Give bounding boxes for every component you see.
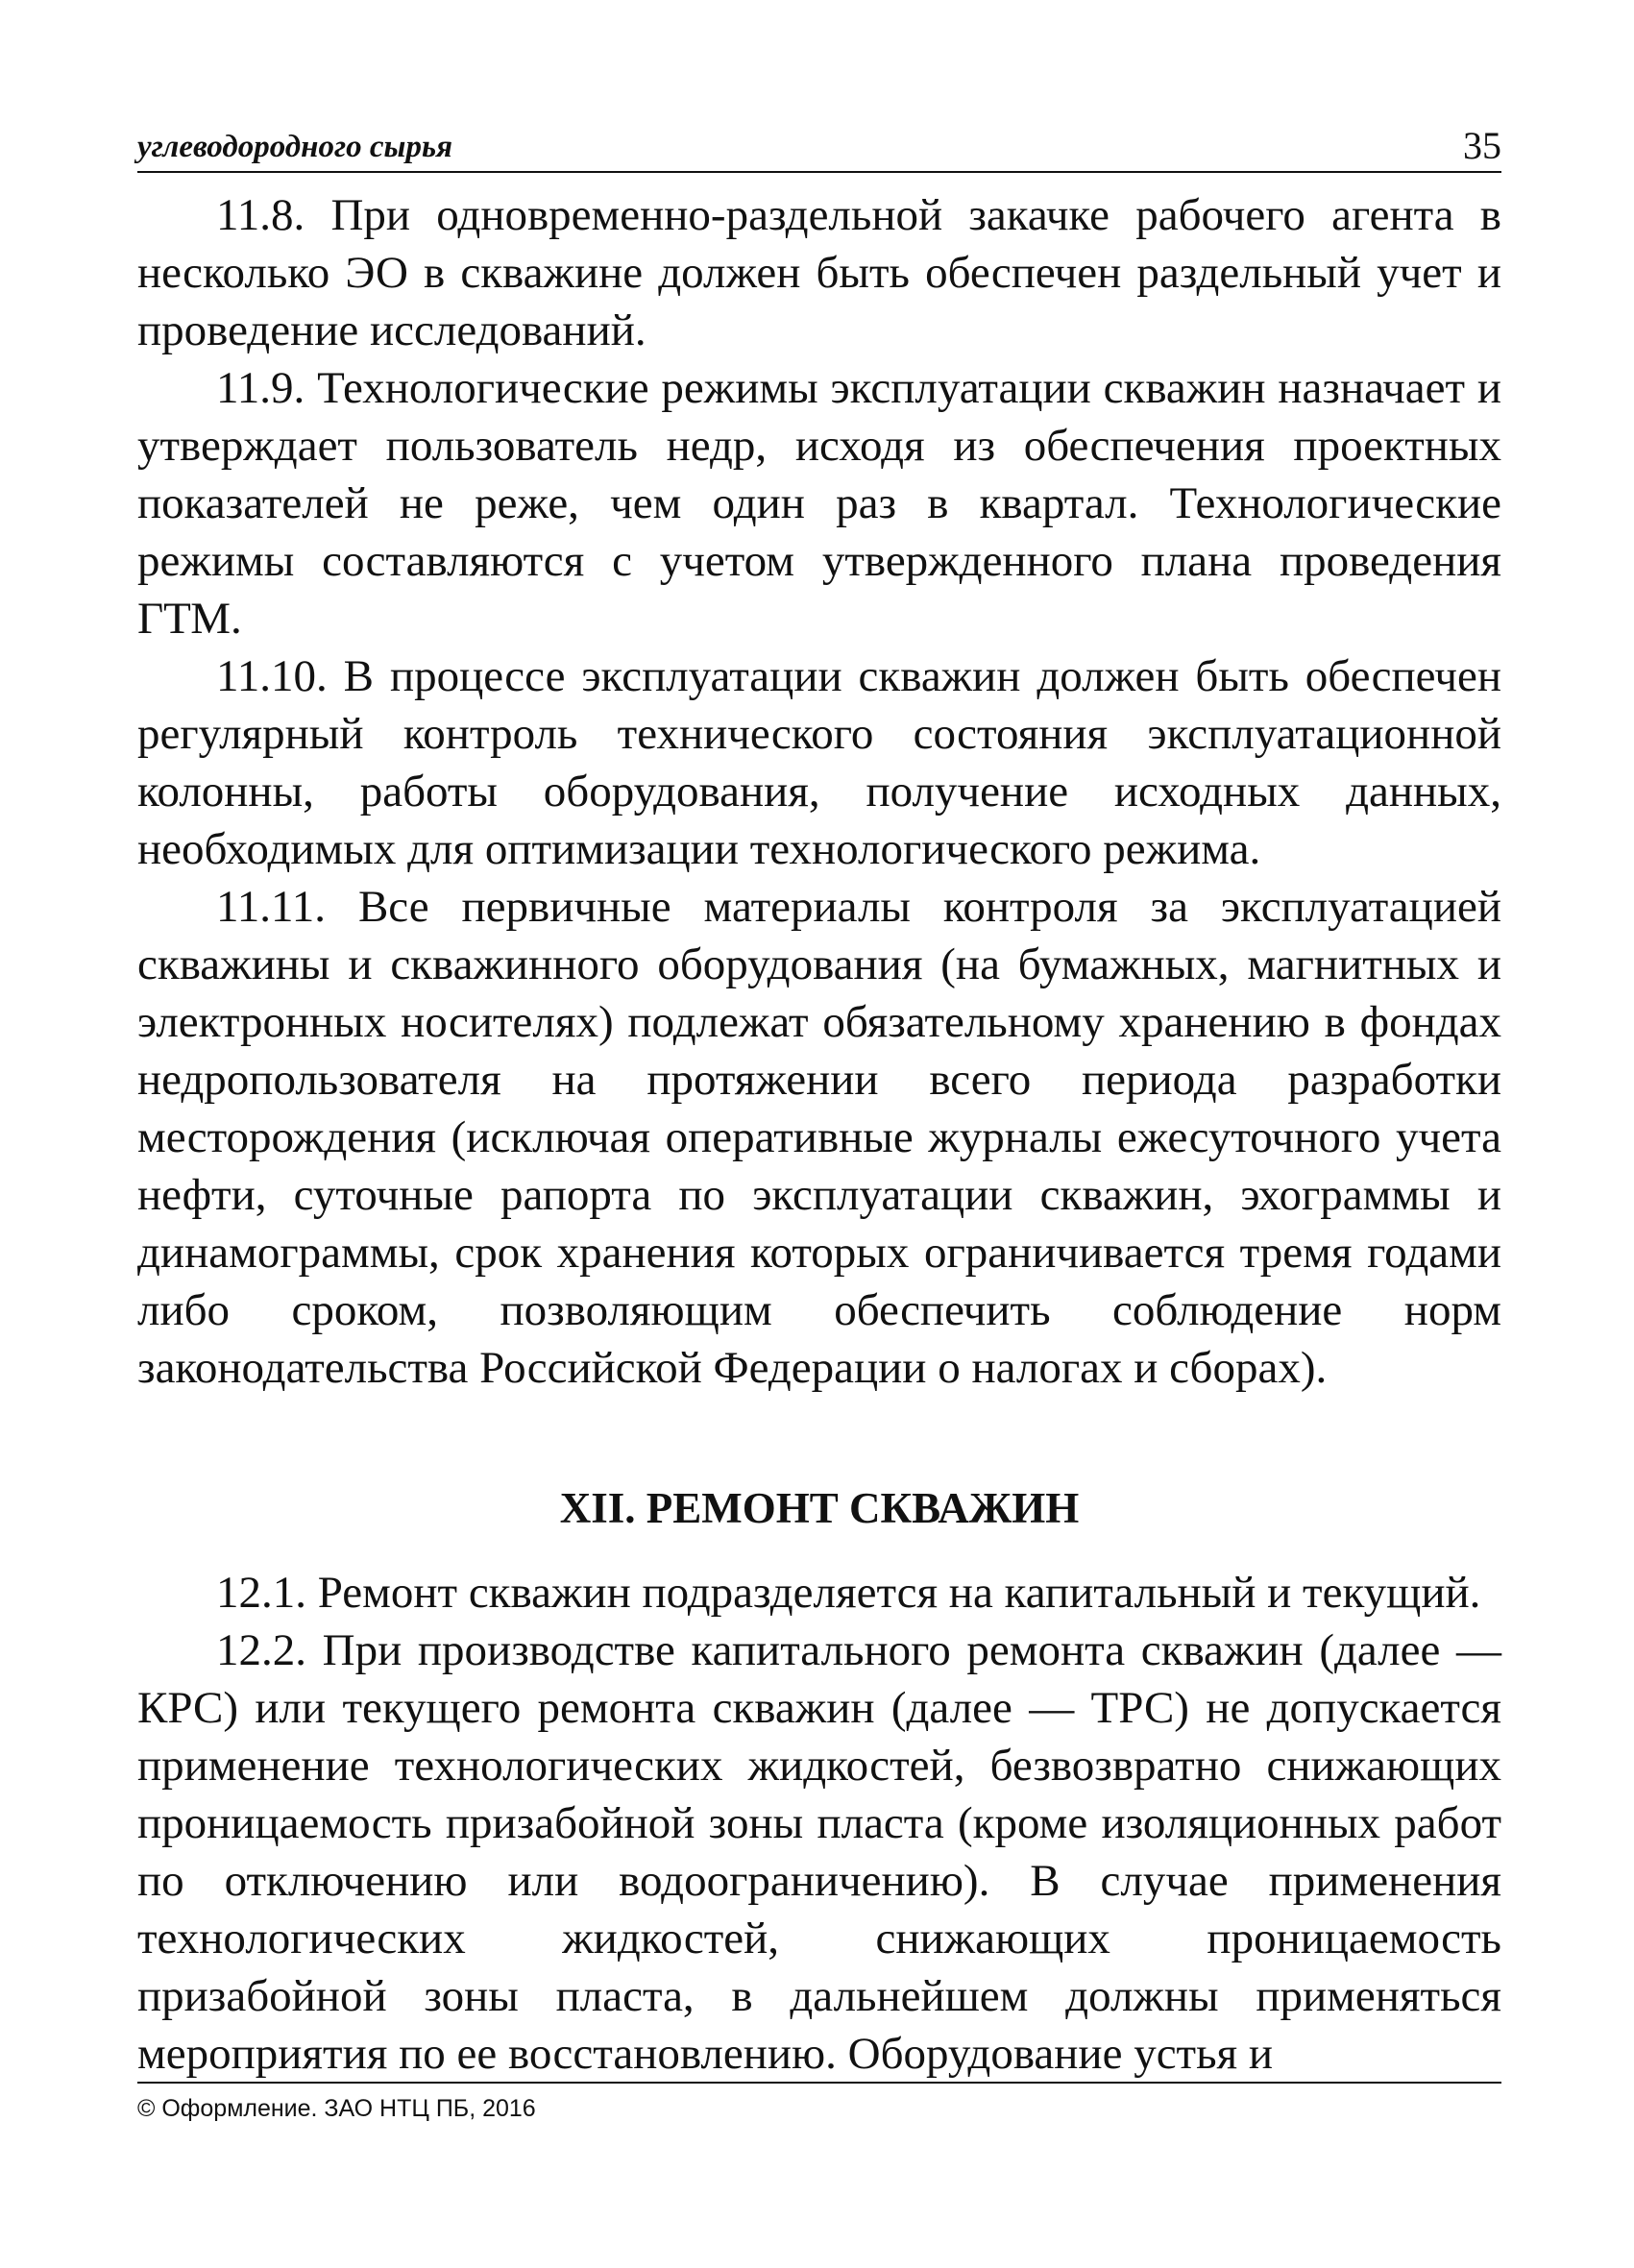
page-footer <box>137 2082 1501 2123</box>
body-text <box>137 186 1501 2083</box>
page-number: 35 <box>1463 124 1501 167</box>
paragraph-11-11: 11.11. Все первичные материалы контроля за эксплуатацией скважины и скважинного оборудования (на бумажных, магнитных и электронных носителях) подлежат обязательному хранению в фондах недропользователя на протяжении всего периода разработки месторождения (исключая оперативные журналы ежесуточного учета нефти, суточные рапорта по эксплуатации скважин, эхограммы и динамограммы, срок хранения которых ограничивается тремя годами либо сроком, позволяющим обеспечить соблюдение норм законодательства Российской Федерации о налогах и сборах). <box>137 882 1501 1393</box>
paragraph-11-10: 11.10. В процессе эксплуатации скважин должен быть обеспечен регулярный контроль технического состояния эксплуатационной колонны, работы оборудования, получение исходных данных, необходимых для оптимизации технологического режима. <box>137 651 1501 874</box>
running-title: углеводородного сырья <box>137 130 453 164</box>
document-page <box>137 115 1501 2083</box>
paragraph-11-9: 11.9. Технологические режимы эксплуатации скважин назначает и утверждает пользователь недр, исходя из обеспечения проектных показателей не реже, чем один раз в квартал. Технологические режимы составляются с учетом утвержденного плана проведения ГТМ. <box>137 363 1501 644</box>
paragraph-11-8: 11.8. При одновременно-раздельной закачке рабочего агента в несколько ЭО в скважине должен быть обеспечен раздельный учет и проведение исследований. <box>137 190 1501 355</box>
paragraph-12-2: 12.2. При производстве капитального ремонта скважин (далее — КРС) или текущего ремонта скважин (далее — ТРС) не допускается применение технологических жидкостей, безвозвратно снижающих проницаемость призабойной зоны пласта (кроме изоляционных работ по отключению или водоограничению). В случае применения технологических жидкостей, снижающих проницаемость призабойной зоны пласта, в дальнейшем должны применяться мероприятия по ее восстановлению. Оборудование устья и <box>137 1625 1501 2079</box>
page-header <box>137 115 1501 173</box>
paragraph-12-1: 12.1. Ремонт скважин подразделяется на капитальный и текущий. <box>216 1568 1481 1618</box>
footer-copyright: © Оформление. ЗАО НТЦ ПБ, 2016 <box>137 2095 536 2122</box>
section-heading: XII. РЕМОНТ СКВАЖИН <box>559 1484 1080 1532</box>
